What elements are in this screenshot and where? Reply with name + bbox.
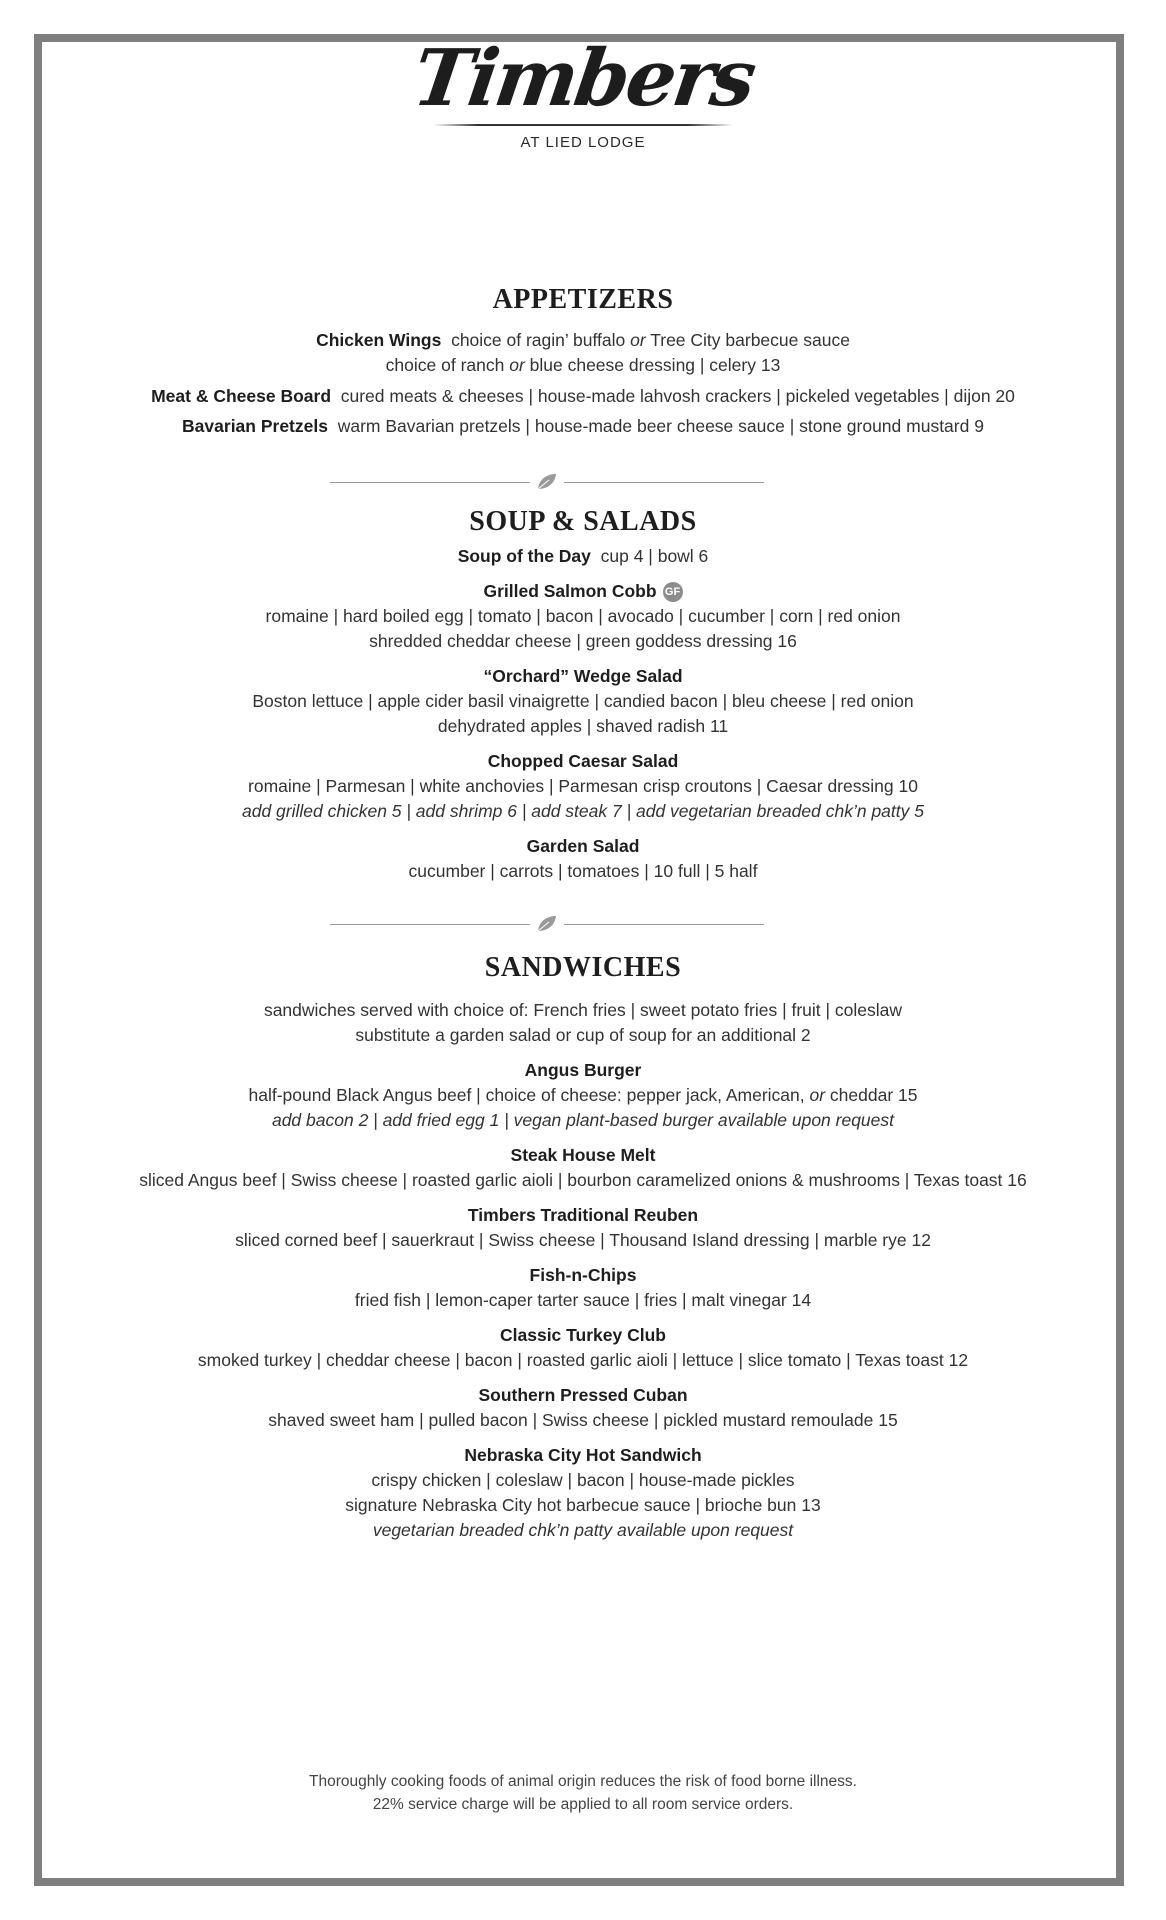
item-line bbox=[0, 328, 1166, 353]
item-name: Classic Turkey Club bbox=[500, 1325, 666, 1345]
menu-item-angus-burger bbox=[0, 1058, 1166, 1133]
section-divider bbox=[330, 914, 764, 934]
item-desc: warm Bavarian pretzels | house-made beer cheese sauce | stone ground mustard 9 bbox=[337, 416, 984, 436]
item-name: Chopped Caesar Salad bbox=[487, 751, 679, 771]
footer-line: 22% service charge will be applied to all room service orders. bbox=[372, 1796, 794, 1813]
item-desc: dehydrated apples | shaved radish 11 bbox=[437, 716, 729, 736]
item-name: Nebraska City Hot Sandwich bbox=[464, 1445, 702, 1465]
appetizers-section bbox=[0, 284, 1166, 439]
item-name: Angus Burger bbox=[524, 1060, 642, 1080]
brand-name: Timbers bbox=[407, 33, 759, 124]
intro-line: sandwiches served with choice of: French fries | sweet potato fries | fruit | coleslaw bbox=[263, 1000, 903, 1020]
menu-item-meat-cheese-board bbox=[0, 384, 1166, 409]
item-desc: signature Nebraska City hot barbecue sauce | brioche bun 13 bbox=[345, 1495, 821, 1515]
menu-item-grilled-salmon-cobb bbox=[0, 579, 1166, 654]
item-desc: sliced corned beef | sauerkraut | Swiss cheese | Thousand Island dressing | marble rye 12 bbox=[235, 1230, 931, 1250]
menu-item-steak-house-melt bbox=[0, 1143, 1166, 1193]
intro-line: substitute a garden salad or cup of soup for an additional 2 bbox=[355, 1025, 811, 1045]
item-desc: romaine | Parmesan | white anchovies | Parmesan crisp croutons | Caesar dressing 10 bbox=[248, 776, 918, 796]
item-name: Chicken Wings bbox=[316, 330, 442, 350]
item-name: Soup of the Day bbox=[457, 546, 591, 566]
brand-subtitle: AT LIED LODGE bbox=[520, 134, 646, 151]
menu-item-orchard-wedge-salad bbox=[0, 664, 1166, 739]
item-desc-or: or bbox=[630, 330, 646, 350]
item-desc: cup 4 | bowl 6 bbox=[600, 546, 709, 566]
item-addons: add bacon 2 | add fried egg 1 | vegan plant-based burger available upon request bbox=[271, 1110, 895, 1130]
sandwiches-intro bbox=[0, 998, 1166, 1048]
item-name: “Orchard” Wedge Salad bbox=[483, 666, 683, 686]
menu-item-soup-of-the-day bbox=[0, 544, 1166, 569]
menu-item-garden-salad bbox=[0, 834, 1166, 884]
item-desc: shaved sweet ham | pulled bacon | Swiss cheese | pickled mustard remoulade 15 bbox=[268, 1410, 898, 1430]
item-name: Timbers Traditional Reuben bbox=[467, 1205, 699, 1225]
item-desc: choice of ragin’ buffalo bbox=[451, 330, 631, 350]
gluten-free-badge: GF bbox=[663, 582, 683, 602]
footer bbox=[0, 1770, 1166, 1816]
item-desc: half-pound Black Angus beef | choice of cheese: pepper jack, American, bbox=[248, 1085, 810, 1105]
item-desc: fried fish | lemon-caper tarter sauce | fries | malt vinegar 14 bbox=[354, 1290, 812, 1310]
item-desc: crispy chicken | coleslaw | bacon | house-made pickles bbox=[371, 1470, 795, 1490]
item-name: Bavarian Pretzels bbox=[182, 416, 328, 436]
logo-rule bbox=[433, 124, 733, 126]
item-name: Grilled Salmon Cobb bbox=[483, 581, 657, 601]
item-desc: blue cheese dressing | celery 13 bbox=[524, 355, 781, 375]
item-desc: cucumber | carrots | tomatoes | 10 full | 5 half bbox=[408, 861, 758, 881]
item-desc: cured meats & cheeses | house-made lahvosh crackers | pickeled vegetables | dijon 20 bbox=[340, 386, 1015, 406]
item-desc-or: or bbox=[809, 1085, 826, 1105]
leaf-icon bbox=[535, 472, 559, 492]
item-desc: sliced Angus beef | Swiss cheese | roasted garlic aioli | bourbon caramelized onions & mushrooms | Texas toast 16 bbox=[139, 1170, 1027, 1190]
item-note: vegetarian breaded chk’n patty available upon request bbox=[372, 1520, 794, 1540]
appetizers-title: APPETIZERS bbox=[492, 284, 674, 315]
item-line bbox=[0, 1083, 1166, 1108]
item-desc: Tree City barbecue sauce bbox=[645, 330, 850, 350]
menu-item-timbers-reuben bbox=[0, 1203, 1166, 1253]
item-desc: Boston lettuce | apple cider basil vinaigrette | candied bacon | bleu cheese | red onion bbox=[252, 691, 914, 711]
item-name: Steak House Melt bbox=[510, 1145, 656, 1165]
sandwiches-section bbox=[0, 952, 1166, 1543]
item-name: Garden Salad bbox=[526, 836, 640, 856]
sandwiches-title: SANDWICHES bbox=[484, 952, 682, 983]
leaf-icon bbox=[535, 914, 559, 934]
item-desc: shredded cheddar cheese | green goddess dressing 16 bbox=[369, 631, 797, 651]
item-desc: cheddar 15 bbox=[825, 1085, 918, 1105]
item-desc: choice of ranch bbox=[385, 355, 510, 375]
brand-logo bbox=[0, 33, 1166, 151]
item-desc-or: or bbox=[509, 355, 525, 375]
menu-item-fish-n-chips bbox=[0, 1263, 1166, 1313]
item-desc: smoked turkey | cheddar cheese | bacon | roasted garlic aioli | lettuce | slice tomato | Texas toast 12 bbox=[197, 1350, 969, 1370]
menu-item-chicken-wings bbox=[0, 328, 1166, 378]
menu-item-nebraska-city-hot-sandwich bbox=[0, 1443, 1166, 1543]
item-name: Fish-n-Chips bbox=[529, 1265, 637, 1285]
soup-salads-section bbox=[0, 506, 1166, 884]
menu-item-classic-turkey-club bbox=[0, 1323, 1166, 1373]
soup-salads-title: SOUP & SALADS bbox=[469, 506, 697, 537]
item-desc: romaine | hard boiled egg | tomato | bacon | avocado | cucumber | corn | red onion bbox=[265, 606, 901, 626]
item-name-row bbox=[0, 579, 1166, 604]
item-line bbox=[0, 353, 1166, 378]
item-addons: add grilled chicken 5 | add shrimp 6 | add steak 7 | add vegetarian breaded chk’n patty 5 bbox=[242, 801, 924, 821]
menu-item-bavarian-pretzels bbox=[0, 414, 1166, 439]
footer-line: Thoroughly cooking foods of animal origin reduces the risk of food borne illness. bbox=[309, 1773, 857, 1790]
section-divider bbox=[330, 472, 764, 492]
item-name: Meat & Cheese Board bbox=[151, 386, 332, 406]
menu-item-chopped-caesar-salad bbox=[0, 749, 1166, 824]
item-name: Southern Pressed Cuban bbox=[478, 1385, 688, 1405]
menu-item-southern-pressed-cuban bbox=[0, 1383, 1166, 1433]
